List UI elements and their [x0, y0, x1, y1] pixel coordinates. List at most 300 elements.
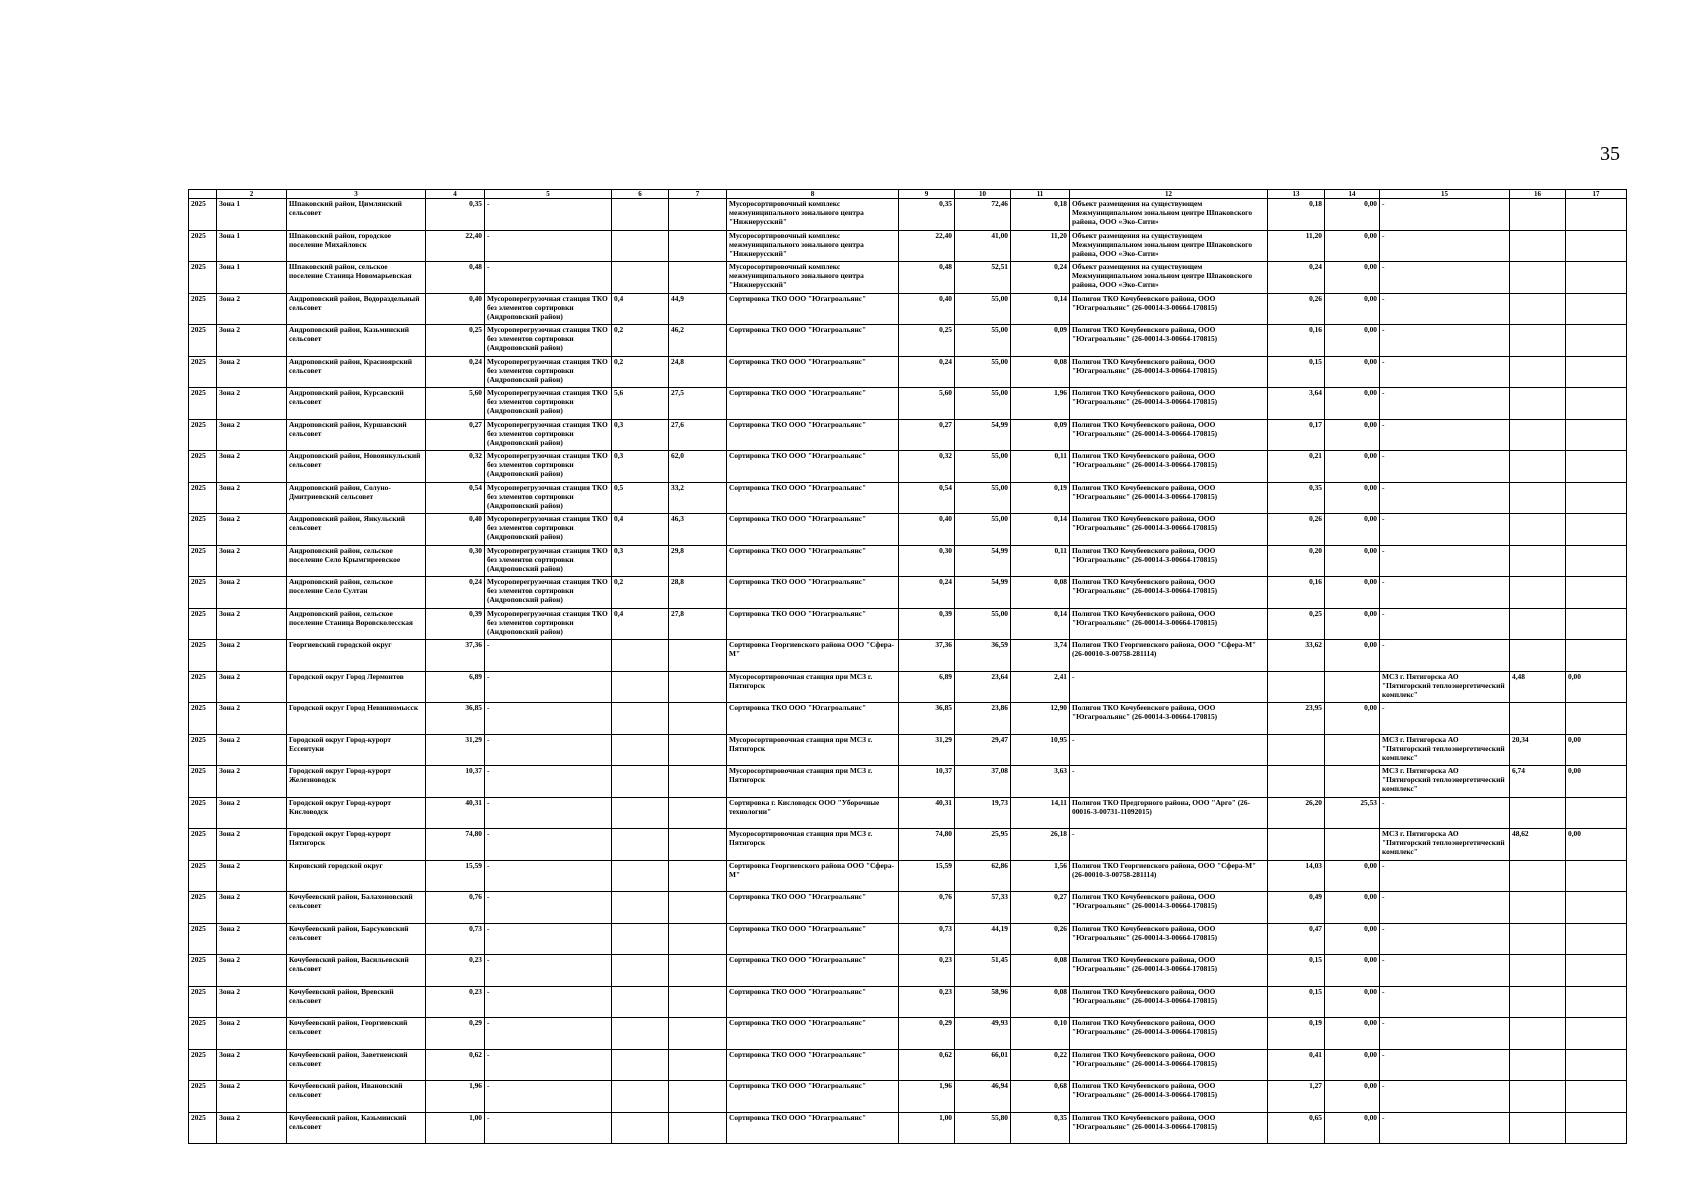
table-cell: Зона 2	[217, 860, 287, 892]
table-cell: 25,95	[955, 829, 1011, 861]
table-cell	[669, 262, 727, 294]
table-cell: Полигон ТКО Кочубеевского района, ООО "Югагроальянс" (26-00014-З-00664-170815)	[1070, 356, 1268, 388]
table-cell: 0,25	[426, 325, 485, 357]
table-cell: 0,26	[1268, 514, 1325, 546]
table-cell	[612, 262, 669, 294]
table-cell: -	[485, 860, 612, 892]
table-row	[189, 923, 1627, 955]
table-cell: 2025	[189, 1018, 217, 1050]
table-cell	[669, 1018, 727, 1050]
table-cell: Зона 2	[217, 829, 287, 861]
table-cell: 0,00	[1325, 388, 1380, 420]
table-cell: Мусоросортировочный комплекс межмуниципального зонального центра "Нижнерусский"	[727, 230, 899, 262]
table-cell: 0,11	[1011, 451, 1070, 483]
column-number: 14	[1325, 190, 1380, 199]
table-body	[189, 199, 1627, 1144]
table-cell: Полигон ТКО Кочубеевского района, ООО "Югагроальянс" (26-00014-З-00664-170815)	[1070, 703, 1268, 735]
table-cell: 41,00	[955, 230, 1011, 262]
table-cell: 0,00	[1566, 829, 1627, 861]
table-cell	[1510, 1018, 1566, 1050]
table-cell: -	[1380, 230, 1510, 262]
table-cell: Сортировка ТКО ООО "Югагроальянс"	[727, 419, 899, 451]
table-row	[189, 1112, 1627, 1144]
table-cell	[1510, 388, 1566, 420]
table-cell: 0,15	[1268, 356, 1325, 388]
table-cell	[669, 797, 727, 829]
table-row	[189, 1018, 1627, 1050]
column-number-empty	[189, 190, 217, 199]
table-cell: -	[485, 766, 612, 798]
table-cell	[669, 766, 727, 798]
table-cell	[612, 1049, 669, 1081]
table-cell	[1566, 955, 1627, 987]
table-cell	[1268, 766, 1325, 798]
table-cell	[1268, 734, 1325, 766]
table-cell: 0,14	[1011, 514, 1070, 546]
table-cell	[1510, 1049, 1566, 1081]
table-cell	[1510, 514, 1566, 546]
table-cell: 2025	[189, 514, 217, 546]
table-cell: Кочубеевский район, Георгиевский сельсовет	[287, 1018, 426, 1050]
table-cell: Георгиевский городской округ	[287, 640, 426, 672]
table-cell: Сортировка ТКО ООО "Югагроальянс"	[727, 1081, 899, 1113]
table-cell: 27,8	[669, 608, 727, 640]
column-number: 3	[287, 190, 426, 199]
table-cell: Городской округ Город Лермонтов	[287, 671, 426, 703]
table-cell	[669, 703, 727, 735]
table-cell: Мусороперегрузочная станция ТКО без элементов сортировки (Андроповский район)	[485, 325, 612, 357]
table-cell: 2025	[189, 388, 217, 420]
table-cell: Полигон ТКО Кочубеевского района, ООО "Югагроальянс" (26-00014-З-00664-170815)	[1070, 1018, 1268, 1050]
table-cell: 2025	[189, 451, 217, 483]
table-cell: -	[485, 262, 612, 294]
column-number: 15	[1380, 190, 1510, 199]
table-cell: 0,00	[1325, 482, 1380, 514]
table-cell: 0,30	[426, 545, 485, 577]
table-cell: Сортировка Георгиевского района ООО "Сфера-М"	[727, 640, 899, 672]
table-row	[189, 955, 1627, 987]
table-cell: МСЗ г. Пятигорска АО "Пятигорский теплоэнергетический комплекс"	[1380, 829, 1510, 861]
table-cell: Зона 2	[217, 388, 287, 420]
table-cell: 0,10	[1011, 1018, 1070, 1050]
table-cell	[1566, 1112, 1627, 1144]
table-cell: Городской округ Город-курорт Пятигорск	[287, 829, 426, 861]
table-cell: Полигон ТКО Кочубеевского района, ООО "Югагроальянс" (26-00014-З-00664-170815)	[1070, 545, 1268, 577]
table-cell: Мусороперегрузочная станция ТКО без элементов сортировки (Андроповский район)	[485, 388, 612, 420]
table-cell	[612, 640, 669, 672]
table-cell	[1325, 671, 1380, 703]
table-cell: -	[485, 703, 612, 735]
table-cell: Зона 2	[217, 671, 287, 703]
table-cell	[1510, 293, 1566, 325]
table-cell: 0,23	[899, 955, 955, 987]
table-cell: Андроповский район, Курсавский сельсовет	[287, 388, 426, 420]
table-cell: 15,59	[899, 860, 955, 892]
column-number: 5	[485, 190, 612, 199]
table-cell: Андроповский район, Водораздельный сельсовет	[287, 293, 426, 325]
table-cell	[1510, 419, 1566, 451]
table-cell	[669, 955, 727, 987]
table-cell: 0,00	[1325, 1081, 1380, 1113]
table-cell: 0,48	[426, 262, 485, 294]
table-cell	[1566, 230, 1627, 262]
table-cell: 2025	[189, 766, 217, 798]
table-cell: 0,35	[1268, 482, 1325, 514]
table-cell: 2025	[189, 860, 217, 892]
table-cell: 3,63	[1011, 766, 1070, 798]
column-number-row	[189, 190, 1627, 199]
table-cell: 0,17	[1268, 419, 1325, 451]
table-cell: -	[485, 734, 612, 766]
table-cell	[612, 860, 669, 892]
table-cell	[1566, 325, 1627, 357]
table-cell: Зона 2	[217, 955, 287, 987]
table-cell: 62,0	[669, 451, 727, 483]
table-cell: 0,35	[899, 199, 955, 231]
table-row	[189, 325, 1627, 357]
table-cell: 14,11	[1011, 797, 1070, 829]
table-cell	[669, 734, 727, 766]
table-cell: -	[485, 199, 612, 231]
table-row	[189, 419, 1627, 451]
table-cell: Объект размещения на существующем Межмуниципальном зональном центре Шпаковского района, ООО «Эко-Сити»	[1070, 199, 1268, 231]
table-cell: 1,56	[1011, 860, 1070, 892]
table-cell: 2025	[189, 955, 217, 987]
table-cell	[1566, 797, 1627, 829]
table-cell: 1,96	[899, 1081, 955, 1113]
table-cell: 0,00	[1325, 608, 1380, 640]
table-cell	[669, 829, 727, 861]
table-cell: 0,73	[899, 923, 955, 955]
table-cell: 57,33	[955, 892, 1011, 924]
table-row	[189, 356, 1627, 388]
table-cell: 0,00	[1325, 262, 1380, 294]
table-cell: Полигон ТКО Кочубеевского района, ООО "Югагроальянс" (26-00014-З-00664-170815)	[1070, 514, 1268, 546]
table-row	[189, 230, 1627, 262]
table-cell: 4,48	[1510, 671, 1566, 703]
table-cell: 2025	[189, 1081, 217, 1113]
table-cell: Полигон ТКО Кочубеевского района, ООО "Югагроальянс" (26-00014-З-00664-170815)	[1070, 1081, 1268, 1113]
table-cell: 0,00	[1325, 577, 1380, 609]
table-cell: 29,47	[955, 734, 1011, 766]
table-cell	[1566, 199, 1627, 231]
table-cell: Зона 2	[217, 703, 287, 735]
table-cell: 0,62	[899, 1049, 955, 1081]
column-number: 16	[1510, 190, 1566, 199]
table-cell: 55,80	[955, 1112, 1011, 1144]
table-cell: 1,00	[426, 1112, 485, 1144]
table-cell: Зона 2	[217, 1018, 287, 1050]
table-cell: -	[1380, 293, 1510, 325]
table-cell	[1510, 199, 1566, 231]
table-cell: 23,95	[1268, 703, 1325, 735]
table-cell: 55,00	[955, 388, 1011, 420]
table-cell: Андроповский район, Красноярский сельсовет	[287, 356, 426, 388]
table-cell: 10,95	[1011, 734, 1070, 766]
table-cell: 0,32	[899, 451, 955, 483]
table-cell: 0,29	[899, 1018, 955, 1050]
table-cell: 0,00	[1325, 356, 1380, 388]
table-cell: Сортировка ТКО ООО "Югагроальянс"	[727, 892, 899, 924]
table-cell: Мусороперегрузочная станция ТКО без элементов сортировки (Андроповский район)	[485, 419, 612, 451]
table-cell: 11,20	[1268, 230, 1325, 262]
table-cell	[612, 797, 669, 829]
table-cell: 0,73	[426, 923, 485, 955]
table-cell: 1,00	[899, 1112, 955, 1144]
table-cell: Городской округ Город-курорт Ессентуки	[287, 734, 426, 766]
table-cell: Сортировка г. Кисловодск ООО "Уборочные технологии"	[727, 797, 899, 829]
table-cell	[1510, 986, 1566, 1018]
table-cell	[1510, 482, 1566, 514]
table-row	[189, 829, 1627, 861]
table-cell: Зона 2	[217, 986, 287, 1018]
table-cell: 49,93	[955, 1018, 1011, 1050]
table-cell	[1510, 860, 1566, 892]
table-cell: Кочубеевский район, Барсуковский сельсовет	[287, 923, 426, 955]
table-cell: -	[1380, 1018, 1510, 1050]
table-cell: 0,76	[899, 892, 955, 924]
table-cell	[612, 923, 669, 955]
table-cell	[1510, 1081, 1566, 1113]
table-cell: 3,64	[1268, 388, 1325, 420]
table-cell: 0,00	[1325, 955, 1380, 987]
waste-flow-table	[188, 189, 1627, 1144]
table-cell: 0,41	[1268, 1049, 1325, 1081]
table-cell: МСЗ г. Пятигорска АО "Пятигорский теплоэнергетический комплекс"	[1380, 734, 1510, 766]
table-cell	[1510, 262, 1566, 294]
table-cell: 0,54	[426, 482, 485, 514]
table-cell: 0,29	[426, 1018, 485, 1050]
table-cell: 2025	[189, 1049, 217, 1081]
table-cell	[612, 766, 669, 798]
table-cell	[1566, 1081, 1627, 1113]
table-cell: Зона 2	[217, 608, 287, 640]
table-cell: 0,00	[1566, 766, 1627, 798]
table-cell: -	[485, 230, 612, 262]
table-cell: -	[485, 1112, 612, 1144]
table-cell: Сортировка ТКО ООО "Югагроальянс"	[727, 514, 899, 546]
table-cell: 25,53	[1325, 797, 1380, 829]
table-cell: Кочубеевский район, Заветненский сельсовет	[287, 1049, 426, 1081]
table-cell: 5,6	[612, 388, 669, 420]
table-cell: Мусороперегрузочная станция ТКО без элементов сортировки (Андроповский район)	[485, 545, 612, 577]
table-cell	[1510, 703, 1566, 735]
table-cell: 19,73	[955, 797, 1011, 829]
table-cell	[1268, 829, 1325, 861]
table-cell: Андроповский район, Янкульский сельсовет	[287, 514, 426, 546]
table-cell: 74,80	[899, 829, 955, 861]
table-row	[189, 199, 1627, 231]
table-cell: 2025	[189, 419, 217, 451]
table-cell: 2025	[189, 293, 217, 325]
column-number: 9	[899, 190, 955, 199]
table-cell: Шпаковский район, городское поселение Михайловск	[287, 230, 426, 262]
table-cell: 46,3	[669, 514, 727, 546]
table-cell: Сортировка ТКО ООО "Югагроальянс"	[727, 482, 899, 514]
table-cell: 2025	[189, 545, 217, 577]
table-cell: 2025	[189, 577, 217, 609]
table-cell: Городской округ Город-курорт Железноводск	[287, 766, 426, 798]
table-row	[189, 293, 1627, 325]
table-cell	[1510, 892, 1566, 924]
table-cell	[1325, 829, 1380, 861]
table-cell: Зона 2	[217, 482, 287, 514]
table-cell: 31,29	[426, 734, 485, 766]
table-cell: Полигон ТКО Георгиевского района, ООО "Сфера-М" (26-00010-З-00758-281114)	[1070, 860, 1268, 892]
table-cell: 55,00	[955, 482, 1011, 514]
table-row	[189, 577, 1627, 609]
table-cell: 0,39	[899, 608, 955, 640]
table-cell: -	[1380, 388, 1510, 420]
table-cell	[1325, 734, 1380, 766]
table-cell: 0,3	[612, 451, 669, 483]
table-cell: 37,36	[899, 640, 955, 672]
table-cell: Зона 2	[217, 451, 287, 483]
table-cell	[669, 671, 727, 703]
table-cell	[1510, 955, 1566, 987]
table-cell: Сортировка ТКО ООО "Югагроальянс"	[727, 545, 899, 577]
table-cell	[1566, 514, 1627, 546]
table-cell	[1510, 923, 1566, 955]
table-cell: 0,00	[1325, 451, 1380, 483]
column-number: 13	[1268, 190, 1325, 199]
table-cell: 2025	[189, 230, 217, 262]
table-cell: Зона 2	[217, 734, 287, 766]
table-row	[189, 262, 1627, 294]
table-cell: 0,26	[1268, 293, 1325, 325]
table-cell: 11,20	[1011, 230, 1070, 262]
table-cell: Андроповский район, Казьминский сельсовет	[287, 325, 426, 357]
table-cell: Полигон ТКО Предгорного района, ООО "Арго" (26-00016-З-00731-11092015)	[1070, 797, 1268, 829]
table-cell: -	[485, 671, 612, 703]
table-cell: 0,00	[1325, 1018, 1380, 1050]
table-cell: Кировский городской округ	[287, 860, 426, 892]
table-row	[189, 734, 1627, 766]
table-cell	[1510, 640, 1566, 672]
table-cell: Зона 2	[217, 419, 287, 451]
table-cell	[1510, 545, 1566, 577]
table-cell: 46,94	[955, 1081, 1011, 1113]
table-cell	[669, 230, 727, 262]
table-cell: 0,00	[1325, 703, 1380, 735]
table-cell: 0,2	[612, 325, 669, 357]
table-cell: -	[1380, 262, 1510, 294]
table-cell: -	[1380, 419, 1510, 451]
table-cell: 54,99	[955, 577, 1011, 609]
table-cell: -	[485, 955, 612, 987]
table-cell	[612, 671, 669, 703]
table-cell: 2025	[189, 923, 217, 955]
table-cell: Мусороперегрузочная станция ТКО без элементов сортировки (Андроповский район)	[485, 514, 612, 546]
table-cell: 0,00	[1325, 293, 1380, 325]
table-cell	[1566, 1018, 1627, 1050]
table-row	[189, 797, 1627, 829]
table-cell: Зона 2	[217, 325, 287, 357]
table-cell: Объект размещения на существующем Межмуниципальном зональном центре Шпаковского района, ООО «Эко-Сити»	[1070, 230, 1268, 262]
table-cell: 0,00	[1325, 860, 1380, 892]
table-cell	[612, 829, 669, 861]
table-cell: 0,24	[1011, 262, 1070, 294]
table-cell	[669, 1081, 727, 1113]
table-cell: 0,24	[899, 356, 955, 388]
table-cell: Полигон ТКО Георгиевского района, ООО "Сфера-М" (26-00010-З-00758-281114)	[1070, 640, 1268, 672]
table-cell: Кочубеевский район, Ивановский сельсовет	[287, 1081, 426, 1113]
table-cell: 0,08	[1011, 955, 1070, 987]
table-cell: 0,39	[426, 608, 485, 640]
table-cell	[1566, 419, 1627, 451]
table-cell	[1566, 923, 1627, 955]
table-cell: -	[1380, 986, 1510, 1018]
table-cell: 48,62	[1510, 829, 1566, 861]
table-cell: Сортировка ТКО ООО "Югагроальянс"	[727, 325, 899, 357]
table-cell: Андроповский район, Солуно-Дмитриевский сельсовет	[287, 482, 426, 514]
table-cell: Сортировка ТКО ООО "Югагроальянс"	[727, 1018, 899, 1050]
table-cell: 0,65	[1268, 1112, 1325, 1144]
table-cell: 20,34	[1510, 734, 1566, 766]
table-cell: Шпаковский район, сельское поселение Станица Новомарьевская	[287, 262, 426, 294]
table-cell: 0,32	[426, 451, 485, 483]
table-cell: 0,54	[899, 482, 955, 514]
table-cell: 0,00	[1566, 671, 1627, 703]
table-cell: Сортировка ТКО ООО "Югагроальянс"	[727, 356, 899, 388]
table-cell: 28,8	[669, 577, 727, 609]
table-cell: 0,2	[612, 356, 669, 388]
table-cell	[1566, 482, 1627, 514]
table-cell: Сортировка ТКО ООО "Югагроальянс"	[727, 1112, 899, 1144]
table-cell	[612, 230, 669, 262]
table-cell: 2025	[189, 829, 217, 861]
column-number: 10	[955, 190, 1011, 199]
table-cell: МСЗ г. Пятигорска АО "Пятигорский теплоэнергетический комплекс"	[1380, 766, 1510, 798]
table-cell	[1566, 545, 1627, 577]
table-cell: 0,18	[1268, 199, 1325, 231]
table-cell: 0,25	[1268, 608, 1325, 640]
table-row	[189, 514, 1627, 546]
table-cell: 0,00	[1566, 734, 1627, 766]
table-cell: МСЗ г. Пятигорска АО "Пятигорский теплоэнергетический комплекс"	[1380, 671, 1510, 703]
table-cell: Полигон ТКО Кочубеевского района, ООО "Югагроальянс" (26-00014-З-00664-170815)	[1070, 923, 1268, 955]
table-cell: 0,16	[1268, 325, 1325, 357]
table-cell: 0,00	[1325, 986, 1380, 1018]
table-row	[189, 1049, 1627, 1081]
table-cell: 58,96	[955, 986, 1011, 1018]
table-cell: -	[1380, 199, 1510, 231]
table-cell: 0,19	[1268, 1018, 1325, 1050]
table-cell	[1325, 766, 1380, 798]
table-cell: -	[485, 986, 612, 1018]
table-cell: 0,47	[1268, 923, 1325, 955]
table-cell: 55,00	[955, 451, 1011, 483]
table-cell	[1566, 577, 1627, 609]
table-cell: Андроповский район, сельское поселение Село Султан	[287, 577, 426, 609]
table-cell: 37,36	[426, 640, 485, 672]
table-row	[189, 703, 1627, 735]
table-cell	[669, 923, 727, 955]
table-cell: 23,86	[955, 703, 1011, 735]
table-cell: 36,85	[899, 703, 955, 735]
table-cell: 54,99	[955, 419, 1011, 451]
table-cell	[1566, 356, 1627, 388]
table-cell: 0,19	[1011, 482, 1070, 514]
table-cell	[612, 703, 669, 735]
table-cell: Городской округ Город Невинномысск	[287, 703, 426, 735]
table-cell	[1510, 1112, 1566, 1144]
table-cell: 0,26	[1011, 923, 1070, 955]
table-cell: Сортировка ТКО ООО "Югагроальянс"	[727, 608, 899, 640]
table-row	[189, 671, 1627, 703]
table-cell: 36,59	[955, 640, 1011, 672]
table-cell: 72,46	[955, 199, 1011, 231]
